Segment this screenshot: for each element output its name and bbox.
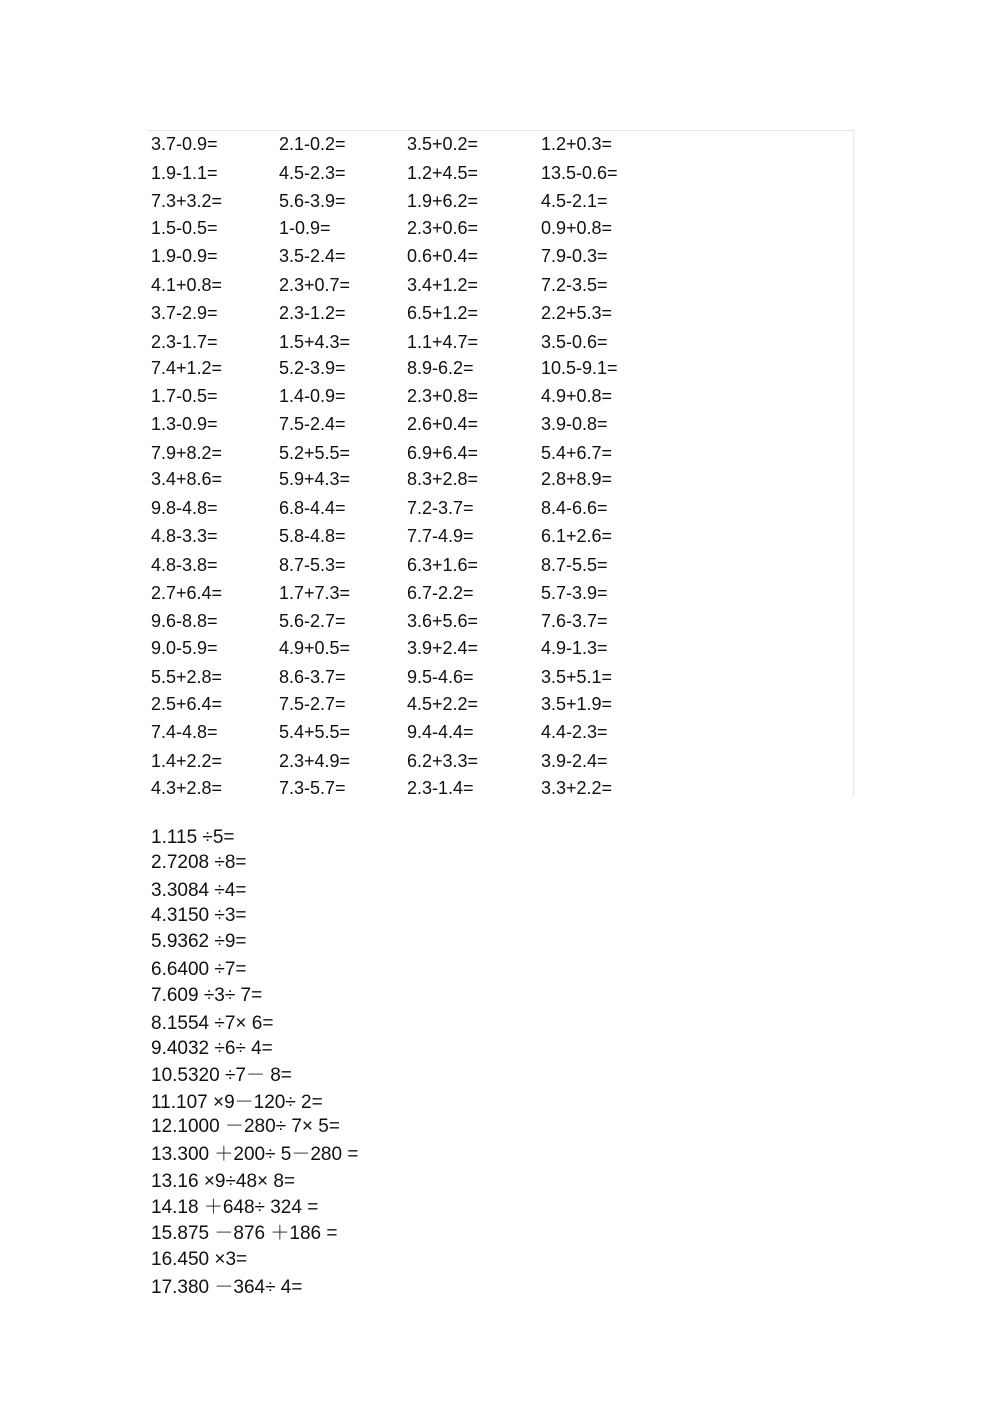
problem-cell: 9.0-5.9= <box>151 638 218 658</box>
problem-cell: 2.3-1.7= <box>151 332 218 352</box>
division-problem: 11.107 ×9－120÷ 2= <box>151 1092 323 1113</box>
grid-row <box>148 356 848 380</box>
grid-row <box>148 609 848 633</box>
problem-cell: 5.2-3.9= <box>279 358 346 378</box>
problem-cell: 7.2-3.5= <box>541 275 608 295</box>
problem-cell: 5.8-4.8= <box>279 526 346 546</box>
division-problem: 1.115 ÷5= <box>151 827 235 848</box>
problem-cell: 7.2-3.7= <box>407 498 474 518</box>
problem-cell: 8.6-3.7= <box>279 667 346 687</box>
problem-cell: 8.4-6.6= <box>541 498 608 518</box>
problem-cell: 5.6-3.9= <box>279 191 346 211</box>
division-problem: 13.16 ×9÷48× 8= <box>151 1171 296 1192</box>
problem-cell: 1.5+4.3= <box>279 332 351 352</box>
problem-cell: 1.2+0.3= <box>541 134 613 154</box>
problem-cell: 2.7+6.4= <box>151 583 223 603</box>
problem-cell: 6.2+3.3= <box>407 751 479 771</box>
problem-cell: 1.9-0.9= <box>151 246 218 266</box>
division-problem: 5.9362 ÷9= <box>151 931 247 952</box>
division-problem: 10.5320 ÷7－ 8= <box>151 1065 292 1086</box>
division-problem: 12.1000 －280÷ 7× 5= <box>151 1116 340 1137</box>
grid-row <box>148 776 848 800</box>
problem-cell: 2.3+0.6= <box>407 218 479 238</box>
problem-cell: 3.9-0.8= <box>541 414 608 434</box>
grid-row <box>148 244 848 268</box>
problem-cell: 2.8+8.9= <box>541 469 613 489</box>
problem-cell: 8.7-5.3= <box>279 555 346 575</box>
problem-cell: 1.4+2.2= <box>151 751 223 771</box>
problem-cell: 1.5-0.5= <box>151 218 218 238</box>
problem-cell: 8.3+2.8= <box>407 469 479 489</box>
division-problem: 9.4032 ÷6÷ 4= <box>151 1038 273 1059</box>
division-problem: 16.450 ×3= <box>151 1249 248 1270</box>
grid-row <box>148 441 848 465</box>
grid-row <box>148 665 848 689</box>
problem-cell: 3.5+5.1= <box>541 667 613 687</box>
problem-cell: 4.5+2.2= <box>407 694 479 714</box>
problem-cell: 4.8-3.8= <box>151 555 218 575</box>
problem-cell: 7.4+1.2= <box>151 358 223 378</box>
problem-cell: 4.9+0.8= <box>541 386 613 406</box>
problem-cell: 7.9+8.2= <box>151 443 223 463</box>
grid-row <box>148 692 848 716</box>
problem-cell: 6.3+1.6= <box>407 555 479 575</box>
arithmetic-grid <box>148 130 854 796</box>
problem-cell: 5.2+5.5= <box>279 443 351 463</box>
problem-cell: 4.9+0.5= <box>279 638 351 658</box>
problem-cell: 6.1+2.6= <box>541 526 613 546</box>
grid-row <box>148 273 848 297</box>
problem-cell: 3.7-0.9= <box>151 134 218 154</box>
division-problem: 17.380 －364÷ 4= <box>151 1277 303 1298</box>
problem-cell: 10.5-9.1= <box>541 358 618 378</box>
problem-cell: 5.4+6.7= <box>541 443 613 463</box>
problem-cell: 3.5+0.2= <box>407 134 479 154</box>
grid-row <box>148 412 848 436</box>
problem-cell: 3.4+8.6= <box>151 469 223 489</box>
problem-cell: 4.4-2.3= <box>541 722 608 742</box>
problem-cell: 2.5+6.4= <box>151 694 223 714</box>
problem-cell: 8.7-5.5= <box>541 555 608 575</box>
problem-cell: 7.7-4.9= <box>407 526 474 546</box>
problem-cell: 3.9-2.4= <box>541 751 608 771</box>
problem-cell: 7.5-2.4= <box>279 414 346 434</box>
problem-cell: 3.7-2.9= <box>151 303 218 323</box>
problem-cell: 0.6+0.4= <box>407 246 479 266</box>
problem-cell: 1.3-0.9= <box>151 414 218 434</box>
problem-cell: 9.6-8.8= <box>151 611 218 631</box>
problem-cell: 5.9+4.3= <box>279 469 351 489</box>
problem-cell: 2.3-1.2= <box>279 303 346 323</box>
problem-cell: 2.6+0.4= <box>407 414 479 434</box>
problem-cell: 1.9-1.1= <box>151 163 218 183</box>
division-problem: 13.300 ＋200÷ 5－280 = <box>151 1144 359 1165</box>
problem-cell: 3.3+2.2= <box>541 778 613 798</box>
division-problem: 6.6400 ÷7= <box>151 959 247 980</box>
problem-cell: 1.9+6.2= <box>407 191 479 211</box>
problem-cell: 4.9-1.3= <box>541 638 608 658</box>
problem-cell: 2.3+0.8= <box>407 386 479 406</box>
grid-row <box>148 720 848 744</box>
problem-cell: 3.9+2.4= <box>407 638 479 658</box>
division-problem: 15.875 －876 ＋186 = <box>151 1223 338 1244</box>
problem-cell: 7.9-0.3= <box>541 246 608 266</box>
problem-cell: 7.4-4.8= <box>151 722 218 742</box>
problem-cell: 2.3-1.4= <box>407 778 474 798</box>
problem-cell: 6.8-4.4= <box>279 498 346 518</box>
problem-cell: 1.7-0.5= <box>151 386 218 406</box>
grid-row <box>148 636 848 660</box>
division-problem: 4.3150 ÷3= <box>151 905 247 926</box>
grid-row <box>148 496 848 520</box>
problem-cell: 3.6+5.6= <box>407 611 479 631</box>
division-problem: 7.609 ÷3÷ 7= <box>151 985 263 1006</box>
problem-cell: 9.8-4.8= <box>151 498 218 518</box>
grid-row <box>148 301 848 325</box>
problem-cell: 4.1+0.8= <box>151 275 223 295</box>
grid-row <box>148 749 848 773</box>
grid-row <box>148 467 848 491</box>
problem-cell: 1.4-0.9= <box>279 386 346 406</box>
problem-cell: 2.3+0.7= <box>279 275 351 295</box>
problem-cell: 9.4-4.4= <box>407 722 474 742</box>
problem-cell: 5.7-3.9= <box>541 583 608 603</box>
problem-cell: 1.7+7.3= <box>279 583 351 603</box>
problem-cell: 5.5+2.8= <box>151 667 223 687</box>
problem-cell: 9.5-4.6= <box>407 667 474 687</box>
grid-row <box>148 524 848 548</box>
problem-cell: 4.5-2.3= <box>279 163 346 183</box>
problem-cell: 7.6-3.7= <box>541 611 608 631</box>
problem-cell: 3.5+1.9= <box>541 694 613 714</box>
grid-row <box>148 384 848 408</box>
problem-cell: 1.2+4.5= <box>407 163 479 183</box>
problem-cell: 4.8-3.3= <box>151 526 218 546</box>
problem-cell: 3.5-0.6= <box>541 332 608 352</box>
problem-cell: 5.6-2.7= <box>279 611 346 631</box>
grid-row <box>148 581 848 605</box>
problem-cell: 8.9-6.2= <box>407 358 474 378</box>
division-problem: 2.7208 ÷8= <box>151 852 247 873</box>
problem-cell: 4.5-2.1= <box>541 191 608 211</box>
problem-cell: 13.5-0.6= <box>541 163 618 183</box>
problem-cell: 2.2+5.3= <box>541 303 613 323</box>
problem-cell: 7.3-5.7= <box>279 778 346 798</box>
grid-row <box>148 330 848 354</box>
grid-row <box>148 189 848 213</box>
problem-cell: 3.5-2.4= <box>279 246 346 266</box>
division-problem: 3.3084 ÷4= <box>151 880 247 901</box>
problem-cell: 0.9+0.8= <box>541 218 613 238</box>
division-problem: 8.1554 ÷7× 6= <box>151 1013 274 1034</box>
problem-cell: 1.1+4.7= <box>407 332 479 352</box>
problem-cell: 4.3+2.8= <box>151 778 223 798</box>
grid-row <box>148 553 848 577</box>
problem-cell: 6.9+6.4= <box>407 443 479 463</box>
problem-cell: 6.5+1.2= <box>407 303 479 323</box>
grid-row <box>148 216 848 240</box>
problem-cell: 2.1-0.2= <box>279 134 346 154</box>
problem-cell: 6.7-2.2= <box>407 583 474 603</box>
problem-cell: 3.4+1.2= <box>407 275 479 295</box>
problem-cell: 1-0.9= <box>279 218 331 238</box>
problem-cell: 7.5-2.7= <box>279 694 346 714</box>
grid-row <box>148 132 848 156</box>
grid-row <box>148 161 848 185</box>
problem-cell: 7.3+3.2= <box>151 191 223 211</box>
problem-cell: 5.4+5.5= <box>279 722 351 742</box>
problem-cell: 2.3+4.9= <box>279 751 351 771</box>
division-problem: 14.18 ＋648÷ 324 = <box>151 1197 319 1218</box>
